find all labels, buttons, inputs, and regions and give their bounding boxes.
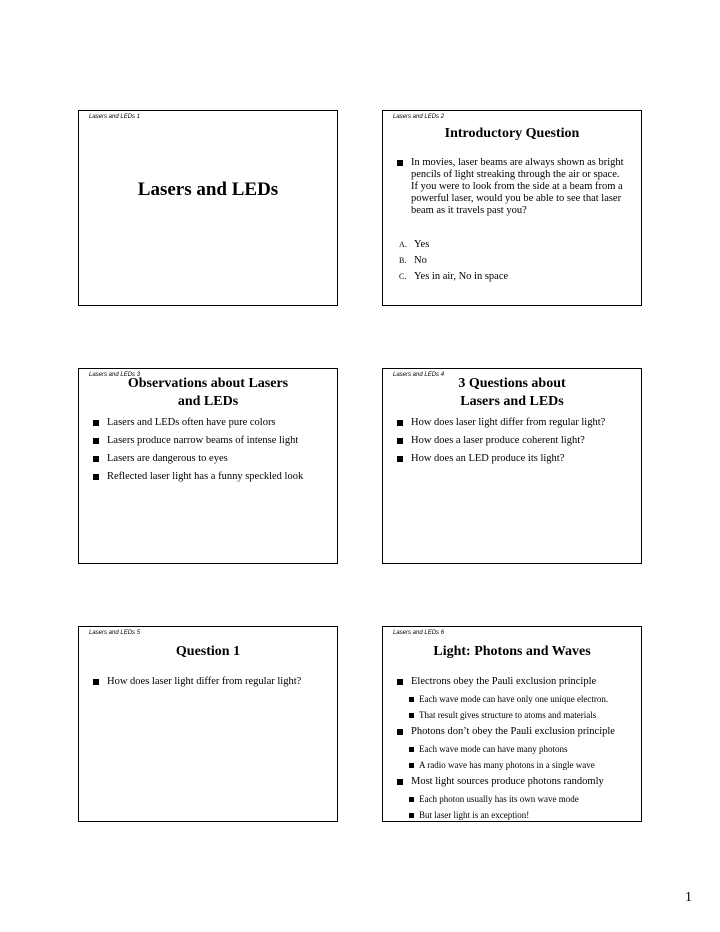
answer-options: [399, 239, 508, 287]
bullet-square-icon: [93, 679, 99, 685]
bullet-square-icon: [409, 747, 414, 752]
slide-5: [78, 626, 338, 822]
bullet-square-icon: [397, 729, 403, 735]
list-item: Lasers are dangerous to eyes: [93, 453, 333, 465]
slide-header: Lasers and LEDs 6: [393, 630, 445, 636]
list-item: Reflected laser light has a funny speckled look: [93, 471, 333, 483]
sub-list-item: Each wave mode can have many photons: [409, 744, 637, 755]
bullet-list: [397, 676, 637, 826]
bullet-square-icon: [397, 160, 403, 166]
slide-title: Lasers and LEDs: [137, 179, 279, 200]
bullet-square-icon: [409, 797, 414, 802]
slide-3: [78, 368, 338, 564]
bullet-square-icon: [397, 438, 403, 444]
list-item: Most light sources produce photons randomly: [397, 776, 637, 788]
bullet-square-icon: [93, 420, 99, 426]
bullet-list: [397, 157, 629, 223]
list-item: How does laser light differ from regular light?: [397, 417, 637, 429]
list-item: How does an LED produce its light?: [397, 453, 637, 465]
slide-2: [382, 110, 642, 306]
slide-4: [382, 368, 642, 564]
answer-option: C. Yes in air, No in space: [399, 271, 509, 282]
list-item: Lasers and LEDs often have pure colors: [93, 417, 333, 429]
slide-title: Observations about Lasers and LEDs: [127, 376, 289, 409]
list-item: How does a laser produce coherent light?: [397, 435, 637, 447]
slide-1: [78, 110, 338, 306]
bullet-square-icon: [409, 763, 414, 768]
bullet-list: [93, 676, 333, 694]
answer-option: A. Yes: [399, 239, 430, 250]
slide-title: Introductory Question: [444, 126, 580, 141]
sub-list-item: A radio wave has many photons in a single wave: [409, 760, 637, 771]
bullet-list: [397, 417, 637, 471]
bullet-square-icon: [397, 779, 403, 785]
list-item: Lasers produce narrow beams of intense light: [93, 435, 333, 447]
list-item: Electrons obey the Pauli exclusion principle: [397, 676, 637, 688]
slide-header: Lasers and LEDs 2: [393, 114, 445, 120]
bullet-square-icon: [409, 697, 414, 702]
slide-header: Lasers and LEDs 3: [89, 372, 141, 378]
sub-list-item: Each photon usually has its own wave mode: [409, 794, 637, 805]
slide-title: 3 Questions about Lasers and LEDs: [458, 376, 566, 409]
bullet-square-icon: [93, 474, 99, 480]
sub-list-item: That result gives structure to atoms and materials: [409, 710, 637, 721]
sub-list-item: Each wave mode can have only one unique electron.: [409, 694, 637, 705]
list-item: Photons don’t obey the Pauli exclusion principle: [397, 726, 637, 738]
slide-title: Question 1: [175, 644, 241, 659]
slide-title: Light: Photons and Waves: [433, 644, 591, 659]
slide-header: Lasers and LEDs 5: [89, 630, 141, 636]
slide-header: Lasers and LEDs 1: [89, 114, 141, 120]
answer-option: B. No: [399, 255, 427, 266]
bullet-square-icon: [409, 713, 414, 718]
bullet-square-icon: [93, 438, 99, 444]
slide-6: [382, 626, 642, 822]
bullet-square-icon: [409, 813, 414, 818]
list-item: How does laser light differ from regular light?: [93, 676, 333, 688]
bullet-list: [93, 417, 333, 489]
slide-header: Lasers and LEDs 4: [393, 372, 445, 378]
bullet-square-icon: [397, 456, 403, 462]
bullet-square-icon: [397, 679, 403, 685]
page-number: 1: [685, 890, 692, 905]
list-item: In movies, laser beams are always shown as bright pencils of light streaking through the air or space. If you were to look from the side at a beam from a powerful laser, would you be able to see that laser beam as it travels past you?: [397, 157, 629, 217]
bullet-square-icon: [93, 456, 99, 462]
sub-list-item: But laser light is an exception!: [409, 810, 637, 821]
bullet-square-icon: [397, 420, 403, 426]
